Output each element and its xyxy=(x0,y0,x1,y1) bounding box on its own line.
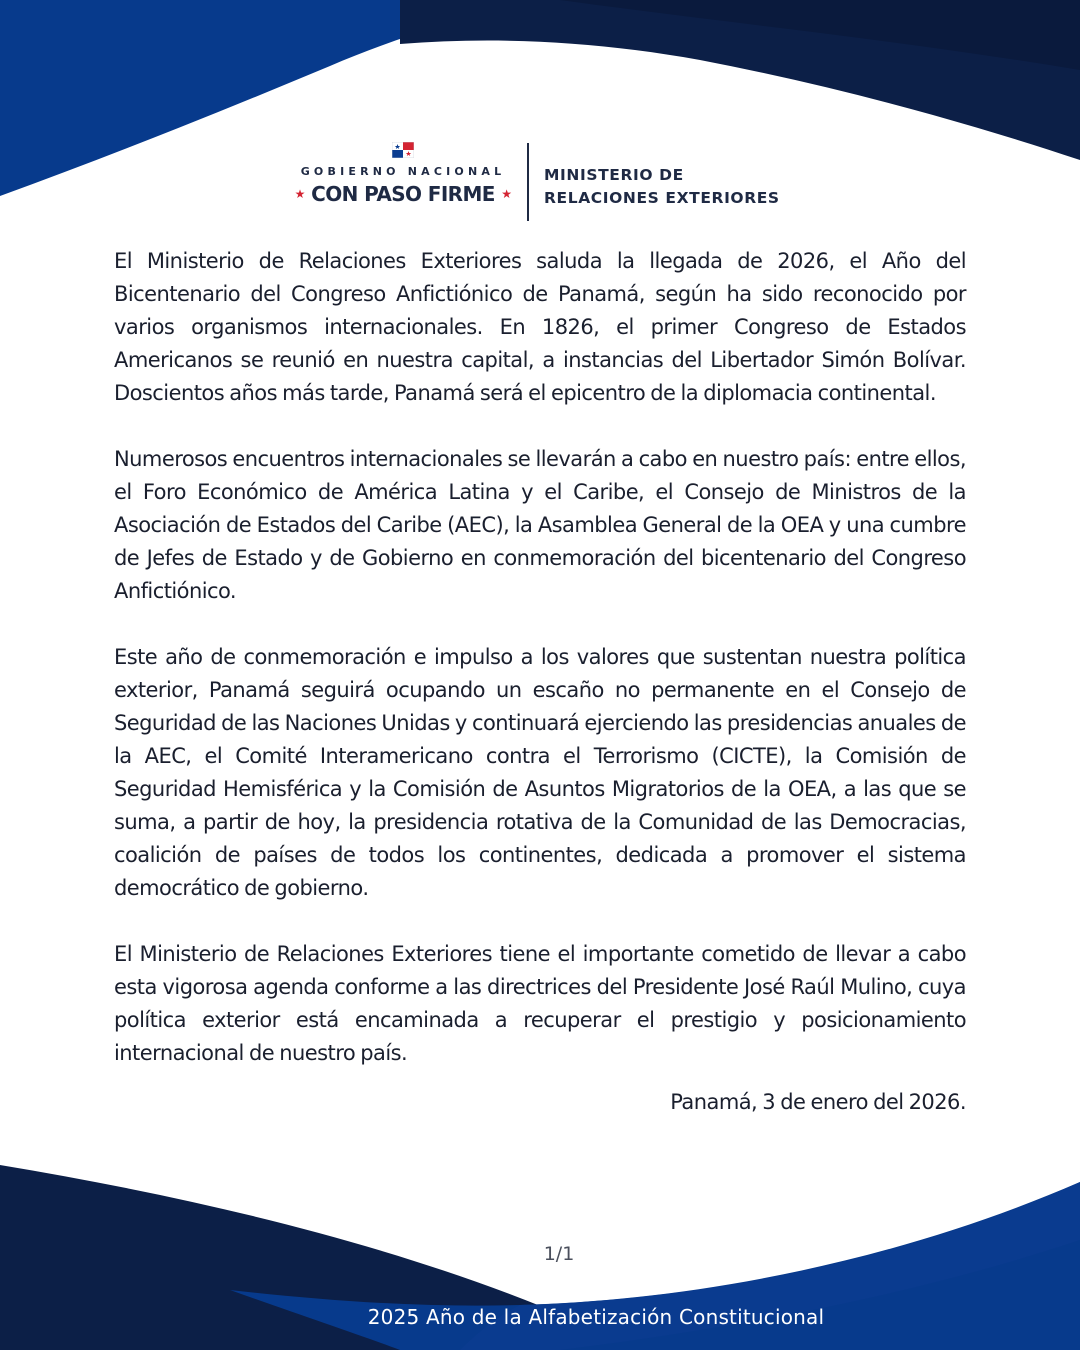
letterhead xyxy=(0,138,1080,228)
ministry-logo xyxy=(544,164,834,210)
ministry-line-1: MINISTERIO DE xyxy=(544,166,684,184)
ministry-line-2: RELACIONES EXTERIORES xyxy=(544,189,780,207)
star-icon: ★ xyxy=(501,187,512,201)
slogan xyxy=(288,182,518,206)
dateline: Panamá, 3 de enero del 2026. xyxy=(670,1090,966,1114)
statement-body xyxy=(114,245,966,1119)
paragraph-1: El Ministerio de Relaciones Exteriores saluda la llegada de 2026, el Año del Bicentenario del Congreso Anfictiónico de Panamá, según ha sido reconocido por varios organismos internacionales. En 1826, el primer Congreso de Estados Americanos se reunió en nuestra capital, a instancias del Libertador Simón Bolívar. Doscientos años más tarde, Panamá será el epicentro de la diplomacia continental. xyxy=(114,249,966,405)
logo-divider xyxy=(527,143,529,221)
panama-flag-icon xyxy=(392,142,414,158)
paragraph-4: El Ministerio de Relaciones Exteriores tiene el importante cometido de llevar a cabo esta vigorosa agenda conforme a las directrices del Presidente José Raúl Mulino, cuya política exterior está encaminada a recuperar el prestigio y posicionamiento internacional de nuestro país. xyxy=(114,942,966,1065)
paragraph-3: Este año de conmemoración e impulso a los valores que sustentan nuestra política exterior, Panamá seguirá ocupando un escaño no permanente en el Consejo de Seguridad de las Naciones Unidas y continuará ejerciendo las presidencias anuales de la AEC, el Comité Interamericano contra el Terrorismo (CICTE), la Comisión de Seguridad Hemisférica y la Comisión de Asuntos Migratorios de la OEA, a las que se suma, a partir de hoy, la presidencia rotativa de la Comunidad de las Democracias, coalición de países de todos los continentes, dedicada a promover el sistema democrático de gobierno. xyxy=(114,645,966,900)
footer-motto: 2025 Año de la Alfabetización Constitucional xyxy=(367,1305,825,1329)
government-logo xyxy=(288,138,518,228)
star-icon: ★ xyxy=(294,187,305,201)
paragraph-2: Numerosos encuentros internacionales se llevarán a cabo en nuestro país: entre ellos, el Foro Económico de América Latina y el Caribe, el Consejo de Ministros de la Asociación de Estados del Caribe (AEC), la Asamblea General de la OEA y una cumbre de Jefes de Estado y de Gobierno en conmemoración del bicentenario del Congreso Anfictiónico. xyxy=(114,447,966,603)
page-number: 1/1 xyxy=(543,1243,575,1265)
government-label: GOBIERNO NACIONAL xyxy=(300,165,506,178)
slogan-text: CON PASO FIRME xyxy=(311,182,495,206)
